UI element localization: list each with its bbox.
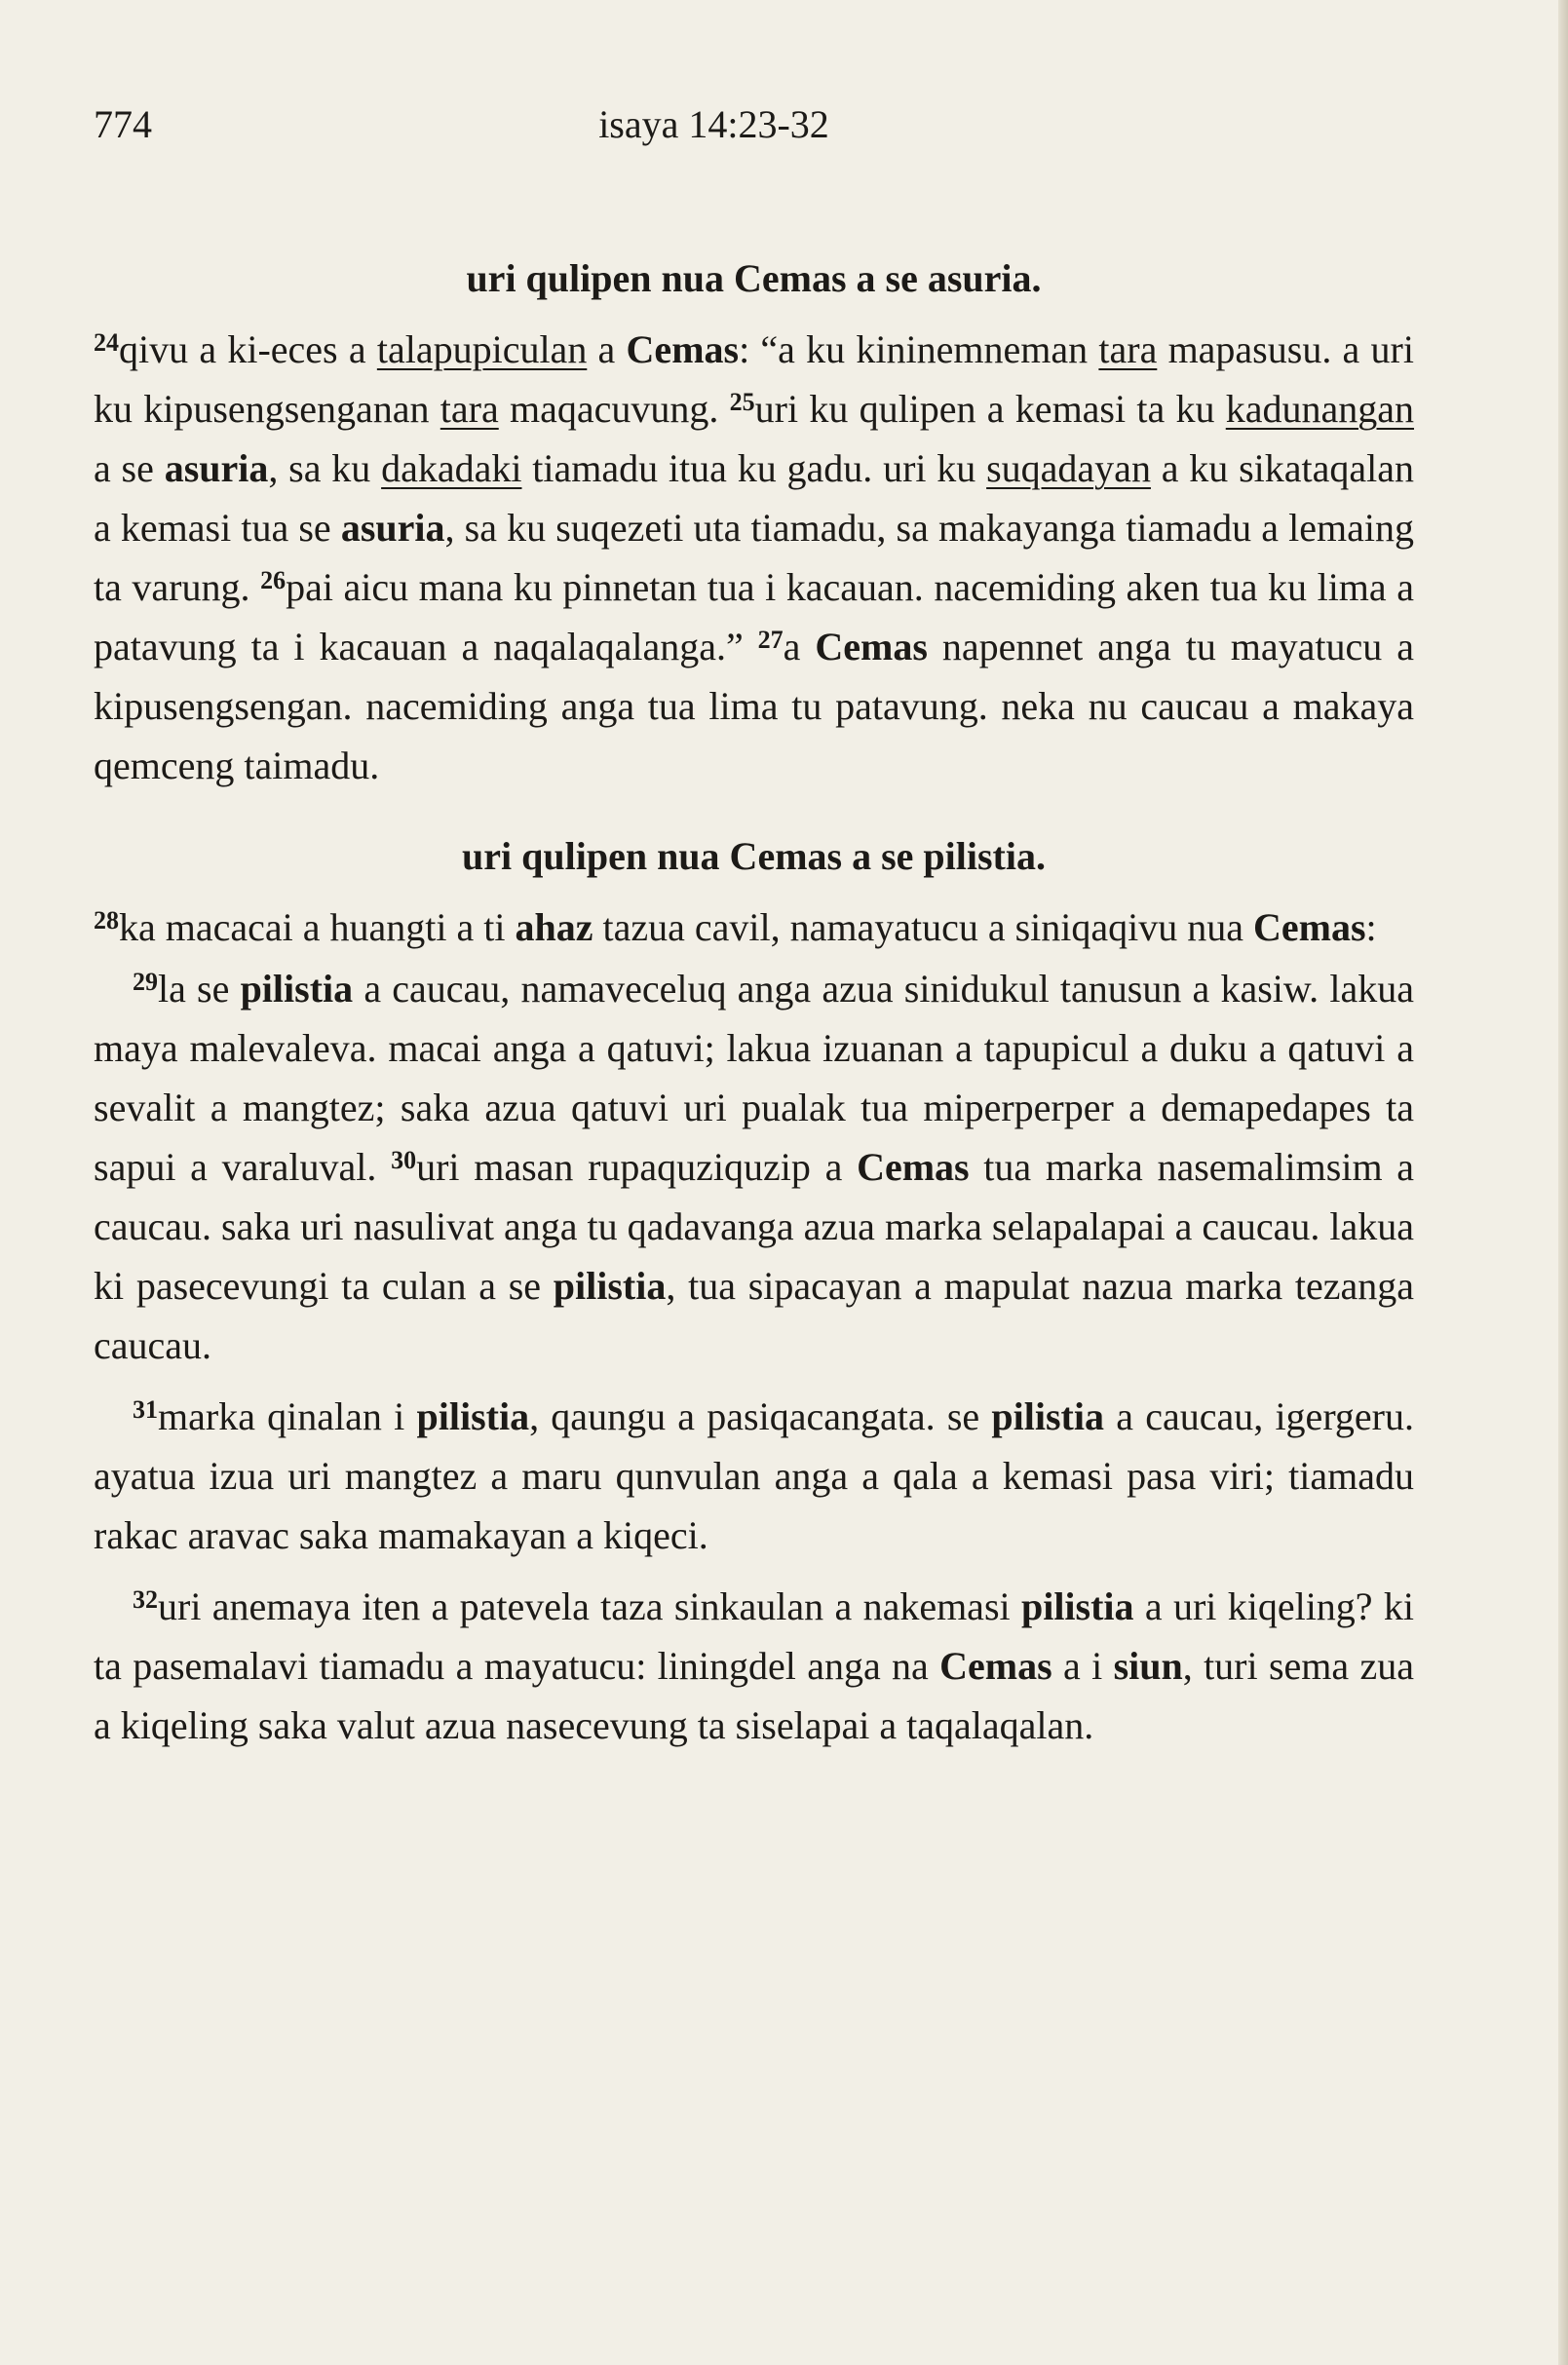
bold-name: pilistia bbox=[991, 1394, 1104, 1438]
page-header bbox=[94, 101, 1412, 160]
verse-number: 27 bbox=[757, 626, 784, 654]
text-run: , sa ku bbox=[268, 446, 382, 490]
text-run: tiamadu itua ku gadu. uri ku bbox=[521, 446, 987, 490]
verse-paragraph bbox=[94, 320, 1414, 795]
verse-number: 31 bbox=[133, 1395, 158, 1424]
underlined-word: suqadayan bbox=[986, 446, 1151, 490]
bold-name: asuria bbox=[340, 506, 445, 550]
text-run: a caucau, namaveceluq anga azua sinidukul tanusun a kasiw. lakua maya malevaleva. macai anga a qatuvi; lakua izuanan a tapupicul a duku a qatuvi a sevalit a mangtez; saka azua qatuvi uri pualak tua miperperper a demapedapes ta sapui a varaluval. bbox=[94, 967, 1414, 1189]
verse-number: 29 bbox=[133, 968, 158, 996]
text-run: a bbox=[783, 625, 816, 668]
bold-name: ahaz bbox=[515, 905, 593, 949]
bold-name: pilistia bbox=[553, 1264, 667, 1308]
text-run: napennet anga tu mayatucu a kipusengsengan. nacemiding anga tua lima tu patavung. neka nu caucau a makaya qemceng taimadu. bbox=[94, 625, 1414, 787]
text-run: , sa ku suqezeti uta tiamadu, sa makayanga tiamadu a lemaing ta varung. bbox=[94, 506, 1414, 609]
bold-name: Cemas bbox=[1253, 905, 1366, 949]
text-run: a se bbox=[94, 446, 165, 490]
text-run: uri masan rupaquziquzip a bbox=[416, 1145, 858, 1189]
bold-name: Cemas bbox=[626, 327, 740, 371]
verse-number: 30 bbox=[391, 1146, 417, 1174]
text-run: marka qinalan i bbox=[158, 1394, 417, 1438]
verse-number: 24 bbox=[94, 328, 119, 357]
bold-name: Cemas bbox=[815, 625, 928, 668]
text-run: mapasusu. a uri ku kipusengsenganan bbox=[94, 327, 1414, 431]
verse-number: 32 bbox=[133, 1585, 158, 1614]
underlined-word: tara bbox=[1098, 327, 1158, 371]
bold-name: pilistia bbox=[240, 967, 354, 1011]
verse-paragraph bbox=[94, 1577, 1414, 1755]
text-run: tua marka nasemalimsim a caucau. saka uri nasulivat anga tu qadavanga azua marka selapalapai a caucau. lakua ki pasecevungi ta culan a se bbox=[94, 1145, 1415, 1308]
page-number: 774 bbox=[94, 102, 152, 146]
verse-number: 25 bbox=[729, 388, 755, 416]
text-run: a i bbox=[1052, 1644, 1114, 1688]
text-run: a ku sikataqalan a kemasi tua se bbox=[94, 446, 1415, 550]
running-title: isaya 14:23-32 bbox=[598, 102, 829, 146]
verse-number: 28 bbox=[94, 906, 119, 935]
text-run: a bbox=[587, 327, 627, 371]
text-run: pai aicu mana ku pinnetan tua i kacauan. nacemiding aken tua ku lima a patavung ta i kacauan a naqalaqalanga.” bbox=[94, 565, 1414, 668]
text-run: uri anemaya iten a patevela taza sinkaulan a nakemasi bbox=[158, 1584, 1021, 1628]
text-run: , tua sipacayan a mapulat nazua marka tezanga caucau. bbox=[94, 1264, 1415, 1367]
underlined-word: kadunangan bbox=[1225, 387, 1415, 431]
bold-name: asuria bbox=[164, 446, 269, 490]
text-run: uri ku qulipen a kemasi ta ku bbox=[754, 387, 1226, 431]
verse-paragraph bbox=[94, 897, 1414, 957]
text-run: ka macacai a huangti a ti bbox=[119, 905, 516, 949]
text-run: : bbox=[1365, 905, 1377, 949]
verse-number: 26 bbox=[260, 566, 287, 594]
text-run: : “a ku kininemneman bbox=[739, 327, 1099, 371]
section-heading: uri qulipen nua Cemas a se pilistia. bbox=[461, 834, 1046, 878]
page-body bbox=[94, 248, 1414, 1767]
bold-name: Cemas bbox=[857, 1145, 970, 1189]
bold-name: pilistia bbox=[416, 1394, 530, 1438]
text-run: maqacuvung. bbox=[498, 387, 730, 431]
text-run: la se bbox=[158, 967, 241, 1011]
underlined-word: talapupiculan bbox=[376, 327, 588, 371]
text-run: , turi sema zua a kiqeling saka valut azua nasecevung ta siselapai a taqalaqalan. bbox=[94, 1644, 1414, 1747]
underlined-word: tara bbox=[440, 387, 499, 431]
bold-name: siun bbox=[1113, 1644, 1183, 1688]
verse-paragraph bbox=[94, 959, 1414, 1375]
bold-name: Cemas bbox=[939, 1644, 1052, 1688]
text-run: , qaungu a pasiqacangata. se bbox=[529, 1394, 992, 1438]
section-heading: uri qulipen nua Cemas a se asuria. bbox=[466, 256, 1042, 300]
text-run: qivu a ki-eces a bbox=[119, 327, 377, 371]
bold-name: pilistia bbox=[1020, 1584, 1134, 1628]
text-run: a uri kiqeling? ki ta pasemalavi tiamadu a mayatucu: liningdel anga na bbox=[94, 1584, 1414, 1688]
text-run: tazua cavil, namayatucu a siniqaqivu nua bbox=[593, 905, 1253, 949]
underlined-word: dakadaki bbox=[381, 446, 522, 490]
verse-paragraph bbox=[94, 1387, 1414, 1565]
page-edge bbox=[1558, 0, 1568, 2365]
text-run: a caucau, igergeru. ayatua izua uri mangtez a maru qunvulan anga a qala a kemasi pasa viri; tiamadu rakac aravac saka mamakayan a kiqeci. bbox=[94, 1394, 1414, 1557]
